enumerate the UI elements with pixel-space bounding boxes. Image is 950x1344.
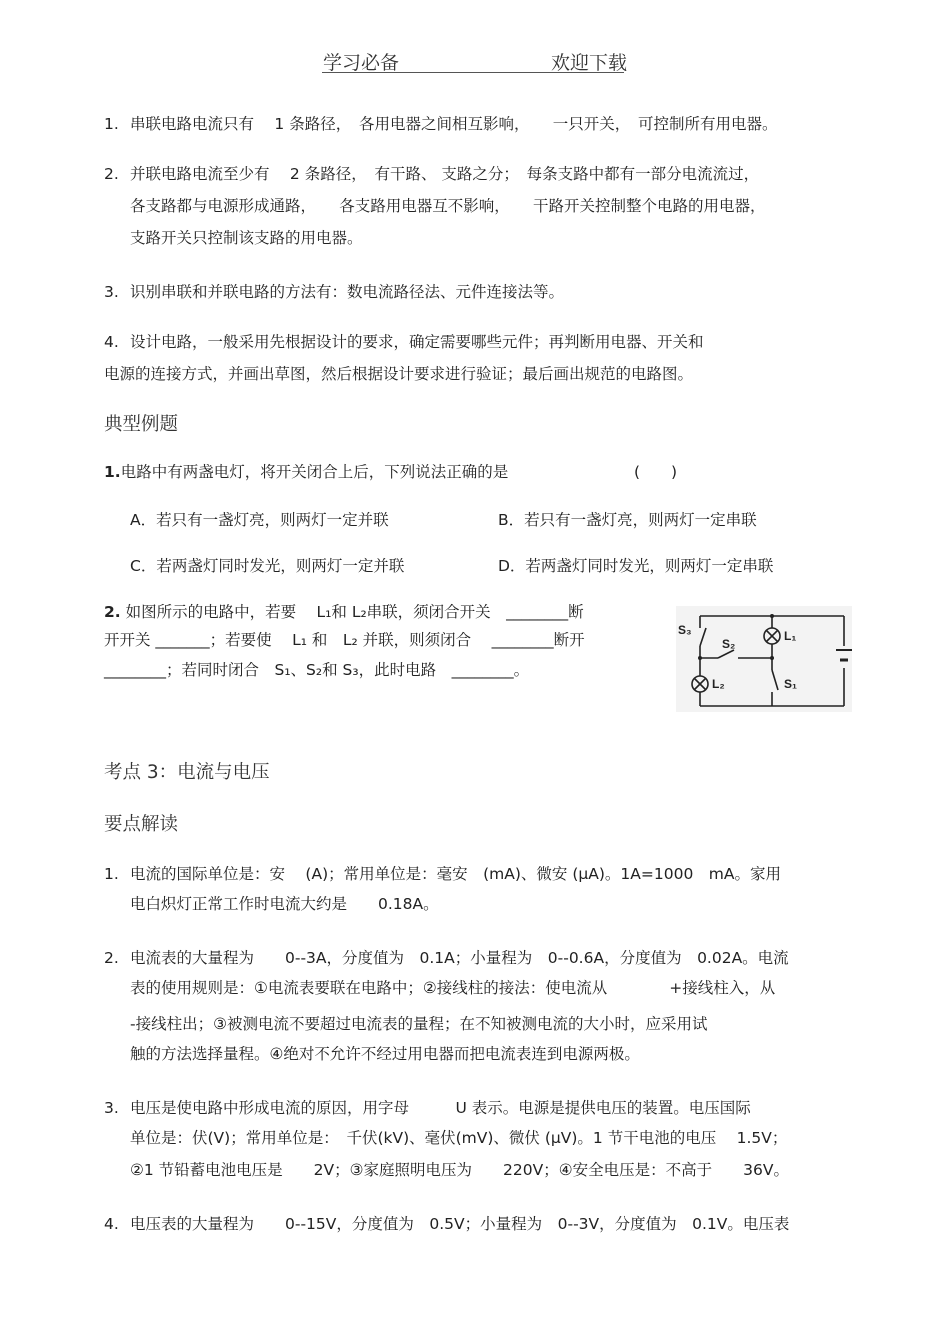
point-4-line-2: 电源的连接方式，并画出草图，然后根据设计要求进行验证；最后画出规范的电路图。	[104, 365, 694, 383]
voltage-point-4-line-1: 电压表的大量程为 0--15V，分度值为 0.5V；小量程为 0--3V，分度值为 0.1V。电压表	[130, 1215, 790, 1233]
question-1-num: 1.	[104, 463, 121, 481]
section-3-heading: 考点 3：电流与电压	[104, 762, 270, 783]
switch-s2	[718, 650, 734, 658]
question-2-num: 2.	[104, 603, 121, 621]
point-4	[104, 332, 704, 352]
examples-heading: 典型例题	[104, 414, 179, 435]
current-point-1	[104, 864, 781, 884]
current-point-1-line-2: 电白炽灯正常工作时电流大约是 0.18A。	[130, 895, 439, 913]
voltage-point-4-num: 4.	[104, 1215, 119, 1233]
label-l2: L₂	[712, 677, 725, 691]
current-point-2-num: 2.	[104, 949, 119, 967]
point-4-line-1: 设计电路，一般采用先根据设计的要求，确定需要哪些元件；再判断用电器、开关和	[130, 333, 704, 351]
point-1-num: 1.	[104, 115, 119, 133]
junction-center	[770, 656, 774, 660]
option-d: D．若两盏灯同时发光，则两灯一定串联	[498, 557, 774, 575]
voltage-point-3-line-3: ②1 节铅蓄电池电压是 2V；③家庭照明电压为 220V；④安全电压是：不高于 36V。	[130, 1161, 789, 1179]
option-b: B．若只有一盏灯亮，则两灯一定串联	[498, 511, 757, 529]
voltage-point-3-line-1: 电压是使电路中形成电流的原因，用字母 U 表示。电源是提供电压的装置。电压国际	[130, 1099, 751, 1117]
option-a: A．若只有一盏灯亮，则两灯一定并联	[130, 511, 389, 529]
option-c: C．若两盏灯同时发光，则两灯一定并联	[130, 557, 405, 575]
question-2-text-1: 如图所示的电路中，若要 L₁和 L₂串联，须闭合开关 ________断	[125, 603, 584, 621]
question-1	[104, 462, 508, 482]
point-2-num: 2.	[104, 165, 119, 183]
voltage-point-4	[104, 1214, 789, 1234]
header-right-text: 欢迎下载	[551, 52, 628, 74]
page-header	[0, 48, 950, 75]
label-s2: S₂	[722, 637, 736, 651]
label-s3: S₃	[678, 623, 692, 637]
point-1-line-1: 串联电路电流只有 1 条路径， 各用电器之间相互影响， 一只开关， 可控制所有用电器。	[130, 115, 778, 133]
voltage-point-3	[104, 1098, 751, 1118]
circuit-diagram	[676, 606, 852, 712]
voltage-point-3-line-2: 单位是：伏(V)；常用单位是： 千伏(kV)、毫伏(mV)、微伏 (μV)。1 节干电池的电压 1.5V；	[130, 1129, 788, 1147]
point-2-line-3: 支路开关只控制该支路的用电器。	[130, 229, 363, 247]
key-points-heading: 要点解读	[104, 814, 179, 835]
question-2-line-2: 开开关 _______；若要使 L₁ 和 L₂ 并联，则须闭合 ________断开	[104, 631, 585, 649]
header-underline	[322, 72, 624, 73]
question-1-paren: ( )	[634, 463, 678, 481]
point-1	[104, 114, 777, 134]
label-l1: L₁	[784, 629, 797, 643]
question-1-stem: 电路中有两盏电灯，将开关闭合上后，下列说法正确的是	[120, 463, 509, 481]
switch-s1	[772, 670, 778, 690]
current-point-2-line-2: 表的使用规则是：①电流表要联在电路中；②接线柱的接法：使电流从 +接线柱入，从	[130, 979, 776, 997]
voltage-point-3-num: 3.	[104, 1099, 119, 1117]
current-point-2	[104, 948, 789, 968]
current-point-2-line-3: -接线柱出；③被测电流不要超过电流表的量程；在不知被测电流的大小时，应采用试	[130, 1015, 708, 1033]
question-2-line-1	[104, 602, 584, 622]
current-point-1-num: 1.	[104, 865, 119, 883]
point-2-line-1: 并联电路电流至少有 2 条路径， 有干路、 支路之分； 每条支路中都有一部分电流流过，	[130, 165, 760, 183]
current-point-2-line-4: 触的方法选择量程。④绝对不允许不经过用电器而把电流表连到电源两极。	[130, 1045, 640, 1063]
point-3-num: 3.	[104, 283, 119, 301]
current-point-1-line-1: 电流的国际单位是：安 (A)；常用单位是：毫安 (mA)、微安 (μA)。1A=1000 mA。家用	[130, 865, 782, 883]
question-2-line-3: ________；若同时闭合 S₁、S₂和 S₃，此时电路 ________。	[104, 661, 530, 679]
junction-top	[770, 614, 774, 618]
point-2	[104, 164, 759, 184]
point-3	[104, 282, 564, 302]
current-point-2-line-1: 电流表的大量程为 0--3A，分度值为 0.1A；小量程为 0--0.6A，分度值为 0.02A。电流	[130, 949, 789, 967]
point-3-line-1: 识别串联和并联电路的方法有：数电流路径法、元件连接法等。	[130, 283, 565, 301]
point-2-line-2: 各支路都与电源形成通路， 各支路用电器互不影响， 干路开关控制整个电路的用电器，	[130, 197, 766, 215]
header-left-text: 学习必备	[322, 52, 399, 74]
junction-left	[698, 656, 702, 660]
point-4-num: 4.	[104, 333, 119, 351]
label-s1: S₁	[784, 677, 797, 691]
switch-s3	[700, 628, 706, 646]
circuit-svg	[676, 606, 852, 712]
